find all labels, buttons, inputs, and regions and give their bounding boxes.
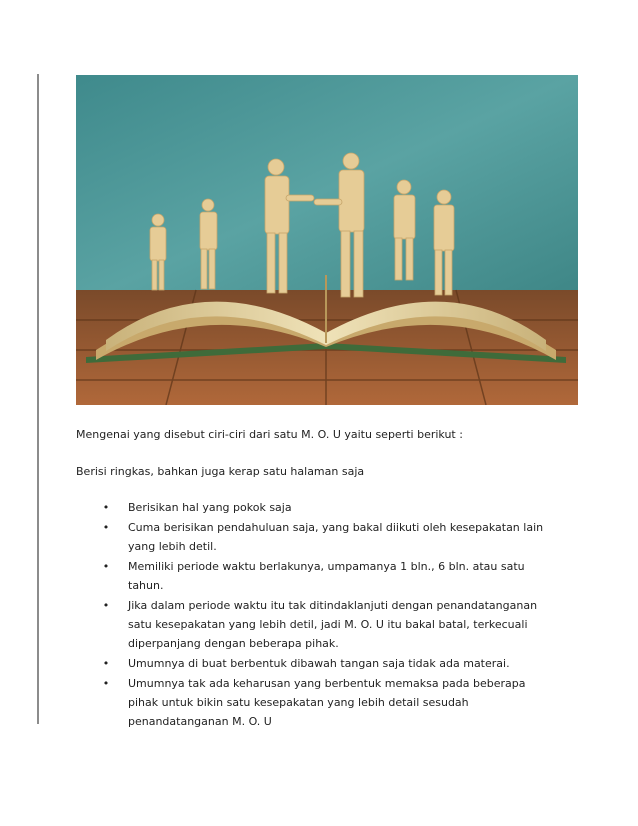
intro-text: Mengenai yang disebut ciri-ciri dari satu M. O. U yaitu seperti berikut : — [76, 428, 463, 441]
list-item — [100, 498, 550, 517]
illustration-image — [76, 75, 578, 405]
list-item-text: Umumnya tak ada keharusan yang berbentuk memaksa pada beberapa pihak untuk bikin satu kesepakatan yang lebih detail sesudah penandatanganan M. O. U — [128, 677, 526, 728]
bullet-icon: • — [102, 501, 110, 514]
page-margin-line — [37, 74, 39, 724]
list-item-text: Umumnya di buat berbentuk dibawah tangan saja tidak ada materai. — [128, 657, 510, 670]
bullet-icon: • — [102, 657, 110, 670]
list-item-text: Jika dalam periode waktu itu tak ditindaklanjuti dengan penandatanganan satu kesepakatan yang lebih detil, jadi M. O. U itu bakal batal, terkecuali diperpanjang dengan beberapa pihak. — [128, 599, 538, 650]
list-item — [100, 518, 550, 556]
bullet-icon: • — [102, 599, 110, 612]
bullet-icon: • — [102, 677, 110, 690]
list-item — [100, 674, 550, 731]
list-item-text: Berisikan hal yang pokok saja — [128, 501, 292, 514]
bullet-icon: • — [102, 560, 110, 573]
bullet-icon: • — [102, 521, 110, 534]
list-item — [100, 654, 550, 673]
list-item-text: Cuma berisikan pendahuluan saja, yang bakal diikuti oleh kesepakatan lain yang lebih detil. — [128, 521, 544, 553]
characteristics-list — [100, 498, 550, 732]
list-item — [100, 596, 550, 653]
list-item-text: Memiliki periode waktu berlakunya, umpamanya 1 bln., 6 bln. atau satu tahun. — [128, 560, 525, 592]
summary-text: Berisi ringkas, bahkan juga kerap satu halaman saja — [76, 465, 365, 478]
paper-figures-on-open-book-icon — [76, 75, 578, 405]
list-item — [100, 557, 550, 595]
